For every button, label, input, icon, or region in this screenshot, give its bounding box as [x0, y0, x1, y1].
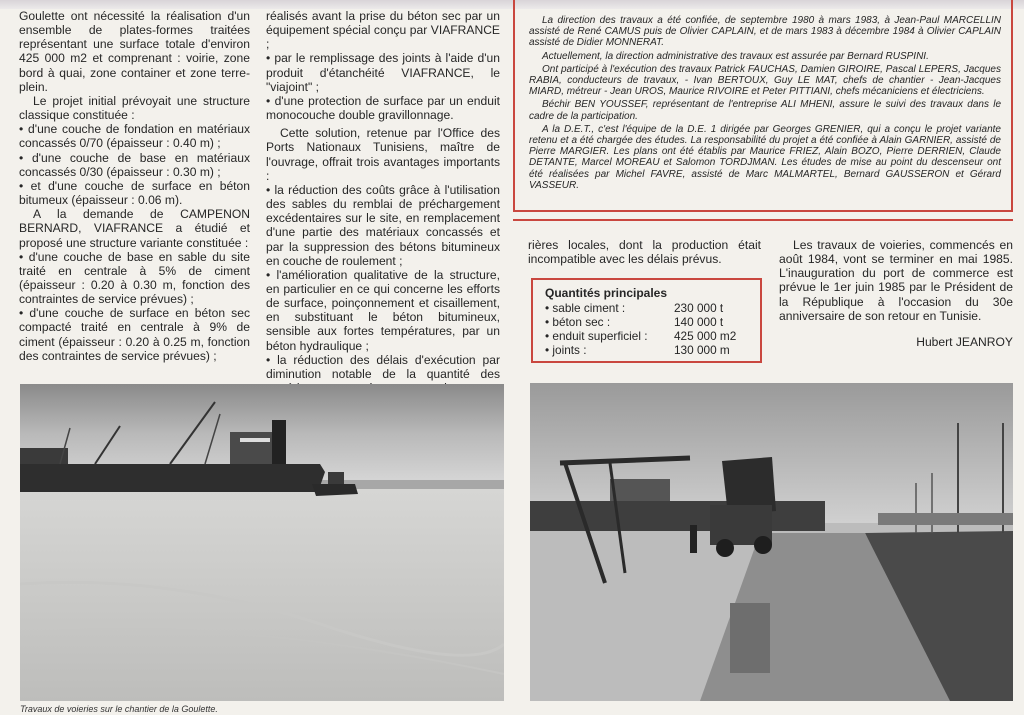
- bullet-item: • d'une protection de surface par un enduit monocouche double gravillonnage.: [266, 93, 500, 123]
- credits-box: [513, 0, 1013, 212]
- quantity-label: • sable ciment :: [545, 301, 626, 315]
- article-column-4: [779, 238, 1013, 349]
- paragraph: A la demande de CAMPENON BERNARD, VIAFRANCE a étudié et proposé une structure variante constituée :: [19, 207, 250, 250]
- paragraph: rières locales, dont la production était incompatible avec les délais prévus.: [528, 238, 761, 267]
- bullet-item: • par le remplissage des joints à l'aide d'un produit d'étanchéité VIAFRANCE, le "viajoint" ;: [266, 51, 500, 94]
- ship-photo-illustration: [20, 384, 504, 701]
- quantities-box: [531, 278, 762, 363]
- bullet-item: • l'amélioration qualitative de la structure, en particulier en ce qui concerne les efforts de surface, poinçonnement et cisaillement, en substituant le béton bitumineux, sensible aux fortes températures, par un béton hydraulique ;: [266, 267, 500, 353]
- bullet-item: • la réduction des coûts grâce à l'utilisation des sables du remblai de préchargement excédentaires sur le site, en remplacement d'une partie des matériaux concassés et par la suppression des bétons bitumineux en couche de roulement ;: [266, 182, 500, 268]
- quantity-value: 140 000 t: [674, 315, 724, 329]
- bullet-item: • d'une couche de fondation en matériaux concassés 0/70 (épaisseur : 0.40 m) ;: [19, 122, 250, 151]
- quantity-value: 425 000 m2: [674, 329, 737, 343]
- quantity-value: 230 000 t: [674, 301, 724, 315]
- author-signature: Hubert JEANROY: [916, 334, 1013, 349]
- paragraph: Les travaux de voieries, commencés en août 1984, vont se terminer en mai 1985. L'inauguration du port de commerce est prévue le 1er juin 1985 par le Président de la République à l'occasion du 30e anniversaire de son retour en Tunisie.: [779, 238, 1013, 323]
- paragraph: Cette solution, retenue par l'Office des Ports Nationaux Tunisiens, maître de l'ouvrage, offrait trois avantages importants :: [266, 126, 500, 183]
- credits-paragraph: La direction des travaux a été confiée, de septembre 1980 à mars 1983, à Jean-Paul MARCELLIN assisté de René CAMUS puis de Olivier CAPLAIN, et de mars 1983 à décembre 1984 à Olivier CAPLAIN assisté de Didier MONNERAT.: [529, 15, 1001, 49]
- photo-ship-at-quay: [20, 384, 504, 701]
- quantity-row: [545, 301, 746, 315]
- quantity-label: • enduit superficiel :: [545, 329, 648, 343]
- article-column-1: [19, 9, 250, 363]
- truck-photo-illustration: [530, 383, 1013, 701]
- credits-paragraph: Ont participé à l'exécution des travaux Patrick FAUCHAS, Damien GIROIRE, Pascal LEPERS, Jacques RABIA, conducteurs de travaux, - Ivan BERTOUX, Guy LE MAT, chefs de chantier - Jean-Jacques MIARD, métreur - Jean UROS, Maurice RIVOIRE et Peter PITTIANI, chefs mécaniciens et électriciens.: [529, 63, 1001, 98]
- quantity-label: • béton sec :: [545, 315, 611, 329]
- quantity-value: 130 000 m: [674, 343, 730, 357]
- paragraph: Le projet initial prévoyait une structure classique constituée :: [19, 93, 250, 123]
- quantity-row: [545, 329, 746, 343]
- quantity-label: • joints :: [545, 343, 587, 357]
- bullet-item: • d'une couche de base en sable du site traité en centrale à 5% de ciment (épaisseur : 0.20 à 0.30 m, fonction des contraintes de service prévues) ;: [19, 249, 250, 307]
- bullet-item: • la réduction des délais d'exécution par diminution notable de la quantité des: [266, 352, 500, 381]
- photo-caption: Travaux de voieries sur le chantier de la Goulette.: [20, 704, 218, 714]
- quantity-row: [545, 343, 746, 357]
- photo-dump-truck-road: [530, 383, 1013, 701]
- paragraph: réalisés avant la prise du béton sec par un équipement spécial conçu par VIAFRANCE ;: [266, 9, 500, 52]
- credits-paragraph: Actuellement, la direction administrative des travaux est assurée par Bernard RUSPINI.: [542, 50, 929, 62]
- credits-paragraph: Béchir BEN YOUSSEF, représentant de l'entreprise ALI MHENI, assure le suivi des travaux dans le cadre de la participation.: [529, 99, 1001, 122]
- bullet-item: • d'une couche de base en matériaux concassés 0/30 (épaisseur : 0.30 m) ;: [19, 150, 250, 179]
- quantity-row: [545, 315, 746, 329]
- divider-rule: [513, 219, 1013, 221]
- article-column-3: [528, 238, 761, 266]
- bullet-item: • d'une couche de surface en béton sec compacté traité en centrale à 9% de ciment (épaisseur : 0.20 à 0.25 m, fonction des contraintes de service prévues) ;: [19, 306, 250, 363]
- quantities-title: Quantités principales: [545, 286, 668, 300]
- credits-paragraph: A la D.E.T., c'est l'équipe de la D.E. 1 dirigée par Georges GRENIER, qui a conçu le projet variante retenu et a été chargée des études. La responsabilité du projet a été confiée à Alain GARNIER, assisté de Pierre MARGIER. Les plans ont été établis par Maurice FRIEZ, Alain BOZO, Pierre DERRIEN, Claude DETANTE, Marcel MOREAU et Salomon TORDJMAN. Les études de mise au point du descenseur ont été réalisées par Michel FAVRE, assisté de Marc MALMARTEL, Bernard GAUSSERON et Gérard VASSEUR.: [529, 123, 1001, 191]
- bullet-item: • et d'une couche de surface en béton bitumeux (épaisseur : 0.06 m).: [19, 178, 250, 208]
- paragraph: Goulette ont nécessité la réalisation d'un ensemble de plates-formes traitées représentant une surface totale d'environ 425 000 m2 et comprenant : voirie, zone bord à quai, zone container et zone terre-plein.: [19, 9, 250, 94]
- article-column-2: [266, 9, 500, 395]
